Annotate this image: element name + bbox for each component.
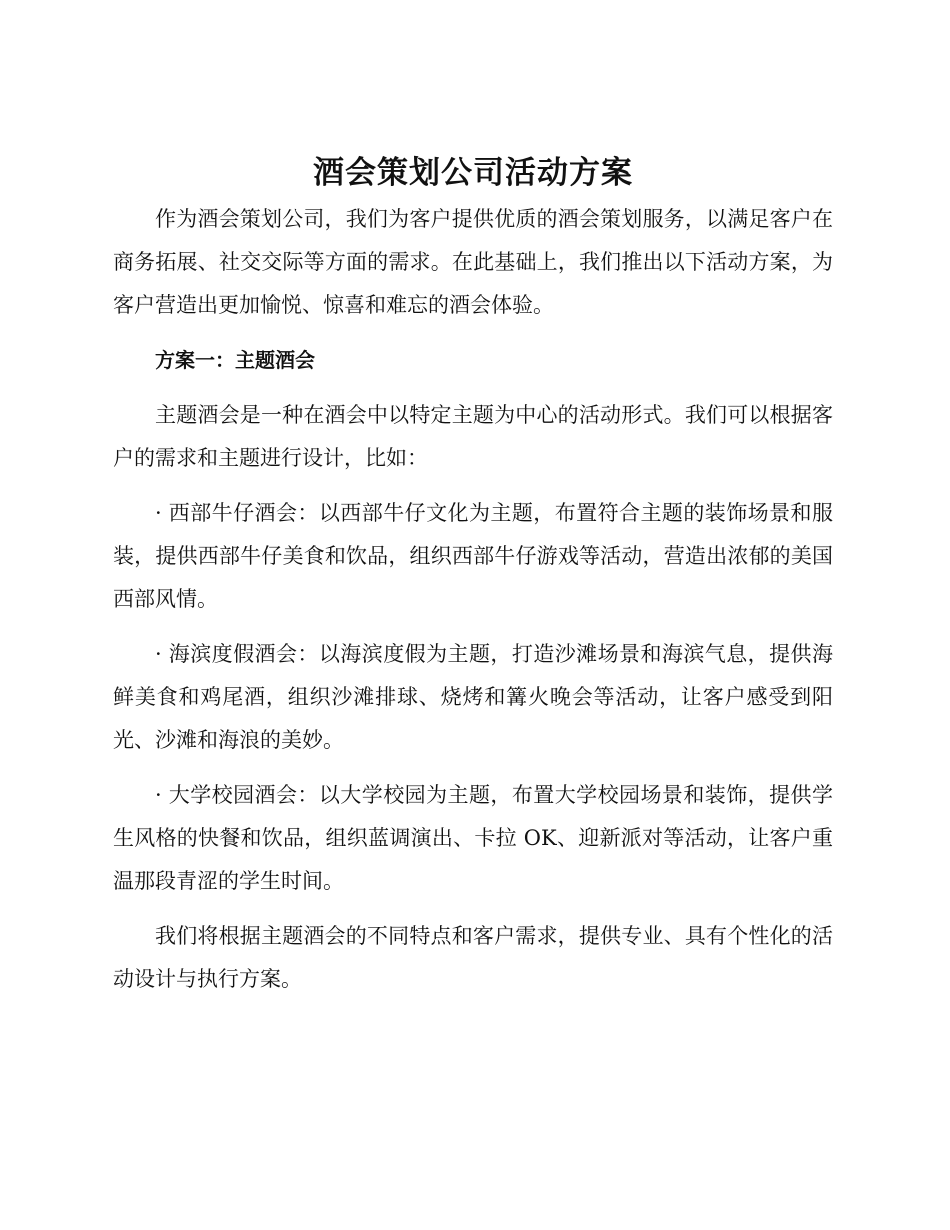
section-description: 主题酒会是一种在酒会中以特定主题为中心的活动形式。我们可以根据客户的需求和主题进行设计，比如： bbox=[113, 403, 833, 470]
theme-item-western: · 西部牛仔酒会：以西部牛仔文化为主题，布置符合主题的装饰场景和服装，提供西部牛仔美食和饮品，组织西部牛仔游戏等活动，营造出浓郁的美国西部风情。 bbox=[113, 501, 833, 611]
document-body bbox=[113, 148, 833, 1001]
section-heading: 方案一：主题酒会 bbox=[155, 348, 315, 372]
closing-paragraph: 我们将根据主题酒会的不同特点和客户需求，提供专业、具有个性化的活动设计与执行方案。 bbox=[113, 924, 833, 991]
document-title: 酒会策划公司活动方案 bbox=[313, 155, 633, 191]
theme-item-campus: · 大学校园酒会：以大学校园为主题，布置大学校园场景和装饰，提供学生风格的快餐和饮品，组织蓝调演出、卡拉 OK、迎新派对等活动，让客户重温那段青涩的学生时间。 bbox=[113, 783, 833, 893]
intro-paragraph: 作为酒会策划公司，我们为客户提供优质的酒会策划服务，以满足客户在商务拓展、社交交际等方面的需求。在此基础上，我们推出以下活动方案，为客户营造出更加愉悦、惊喜和难忘的酒会体验。 bbox=[113, 207, 833, 317]
theme-item-beach: · 海滨度假酒会：以海滨度假为主题，打造沙滩场景和海滨气息，提供海鲜美食和鸡尾酒，组织沙滩排球、烧烤和篝火晚会等活动，让客户感受到阳光、沙滩和海浪的美妙。 bbox=[113, 642, 833, 752]
